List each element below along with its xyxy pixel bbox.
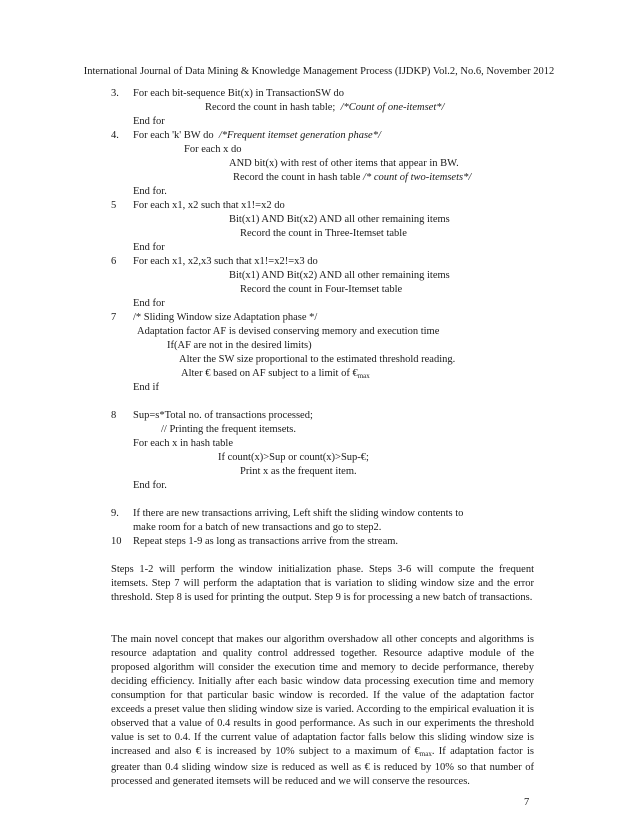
step-6-line-2: Bit(x1) AND Bit(x2) AND all other remaining items — [229, 270, 450, 281]
step-7-line-2: Adaptation factor AF is devised conserving memory and execution time — [137, 326, 440, 337]
step-5-line-1: For each x1, x2 such that x1!=x2 do — [133, 200, 285, 211]
step-8-line-3: For each x in hash table — [133, 438, 234, 449]
step-4-comment: /*Frequent itemset generation phase*/ — [218, 130, 381, 141]
step-4-line-4 — [233, 171, 471, 185]
step-10-line-1: Repeat steps 1-9 as long as transactions arrive from the stream. — [133, 536, 399, 547]
step-4-line-1 — [133, 129, 381, 143]
page-number: 7 — [524, 797, 530, 808]
step-7-line-5 — [181, 367, 370, 383]
paragraph-novel-concept-part-2: . If adaptation factor is greater than 0.4 sliding window size is reduced as well as € is reduced by 10% so that number of processed and generated itemsets will be reduced and we will conserve the resources. — [111, 746, 534, 787]
step-4-comment-2: /* count of two-itemsets*/ — [363, 172, 472, 183]
step-4-line-3: AND bit(x) with rest of other items that appear in BW. — [229, 158, 459, 169]
step-7-line-4: Alter the SW size proportional to the estimated threshold reading. — [179, 354, 456, 365]
step-4-line-4-text: Record the count in hash table — [233, 172, 361, 183]
journal-header: International Journal of Data Mining & Knowledge Management Process (IJDKP) Vol.2, No.6, November 2012 — [83, 66, 555, 77]
step-3-line-2 — [205, 101, 444, 115]
paragraph-subscript: max — [419, 750, 432, 758]
step-3-line-1: For each bit-sequence Bit(x) in TransactionSW do — [133, 88, 344, 99]
step-4-line-1-text: For each 'k' BW do — [133, 130, 214, 141]
step-5-number: 5 — [111, 200, 117, 211]
paragraph-novel-concept-part-1: The main novel concept that makes our algorithm overshadow all other concepts and algorithms is resource adaptation and quality control addressed together. Resource adaptive module of the proposed algorithm will consider the execution time and memory to decide performance, thereby deciding efficiency. Initially after each basic window data processing execution time and memory consumption for that particular basic window is recorded. If the value of the adaptation factor exceeds a preset value then sliding window size is varied. According to the empirical evaluation it is observed that a value of 0.4 results in good performance. As such in our experiments the threshold value is set to 0.4. If the current value of adaptation factor falls below this sliding window size is increased and also € is increased by 10% subject to a maximum of € — [111, 634, 534, 757]
step-3-end: End for — [133, 116, 165, 127]
step-7-line-5-text: Alter € based on AF subject to a limit of € — [181, 368, 358, 379]
step-8-line-4: If count(x)>Sup or count(x)>Sup-€; — [218, 452, 369, 463]
step-6-line-3: Record the count in Four-Itemset table — [240, 284, 403, 295]
step-7-number: 7 — [111, 312, 117, 323]
step-3-line-2-text: Record the count in hash table; — [205, 102, 336, 113]
step-8-line-2: // Printing the frequent itemsets. — [161, 424, 297, 435]
step-6-end: End for — [133, 298, 165, 309]
step-5-line-3: Record the count in Three-Itemset table — [240, 228, 407, 239]
step-5-end: End for — [133, 242, 165, 253]
step-7-line-1: /* Sliding Window size Adaptation phase */ — [133, 312, 318, 323]
step-7-line-3: If(AF are not in the desired limits) — [167, 340, 312, 351]
step-8-end: End for. — [133, 480, 167, 491]
paragraph-steps-summary: Steps 1-2 will perform the window initialization phase. Steps 3-6 will compute the frequent itemsets. Step 7 will perform the adaptation that is variation to sliding window size and the error threshold. Step 8 is used for printing the output. Step 9 is for processing a new batch of transactions. — [111, 564, 534, 603]
step-7-subscript: max — [357, 372, 370, 380]
step-8-line-1: Sup=s*Total no. of transactions processed; — [133, 410, 313, 421]
step-3-comment: /*Count of one-itemset*/ — [340, 102, 445, 113]
step-8-number: 8 — [111, 410, 117, 421]
step-4-number: 4. — [111, 130, 119, 141]
paragraph-novel-concept — [111, 633, 534, 789]
step-6-line-1: For each x1, x2,x3 such that x1!=x2!=x3 do — [133, 256, 318, 267]
step-4-end: End for. — [133, 186, 167, 197]
step-5-line-2: Bit(x1) AND Bit(x2) AND all other remaining items — [229, 214, 450, 225]
step-10-number: 10 — [111, 536, 122, 547]
step-3-number: 3. — [111, 88, 119, 99]
step-4-line-2: For each x do — [184, 144, 242, 155]
step-7-end: End if — [133, 382, 159, 393]
step-9-line-1: If there are new transactions arriving, Left shift the sliding window contents to — [133, 508, 464, 519]
step-8-line-5: Print x as the frequent item. — [240, 466, 357, 477]
step-9-line-2: make room for a batch of new transactions and go to step2. — [133, 522, 382, 533]
step-6-number: 6 — [111, 256, 117, 267]
step-9-number: 9. — [111, 508, 119, 519]
